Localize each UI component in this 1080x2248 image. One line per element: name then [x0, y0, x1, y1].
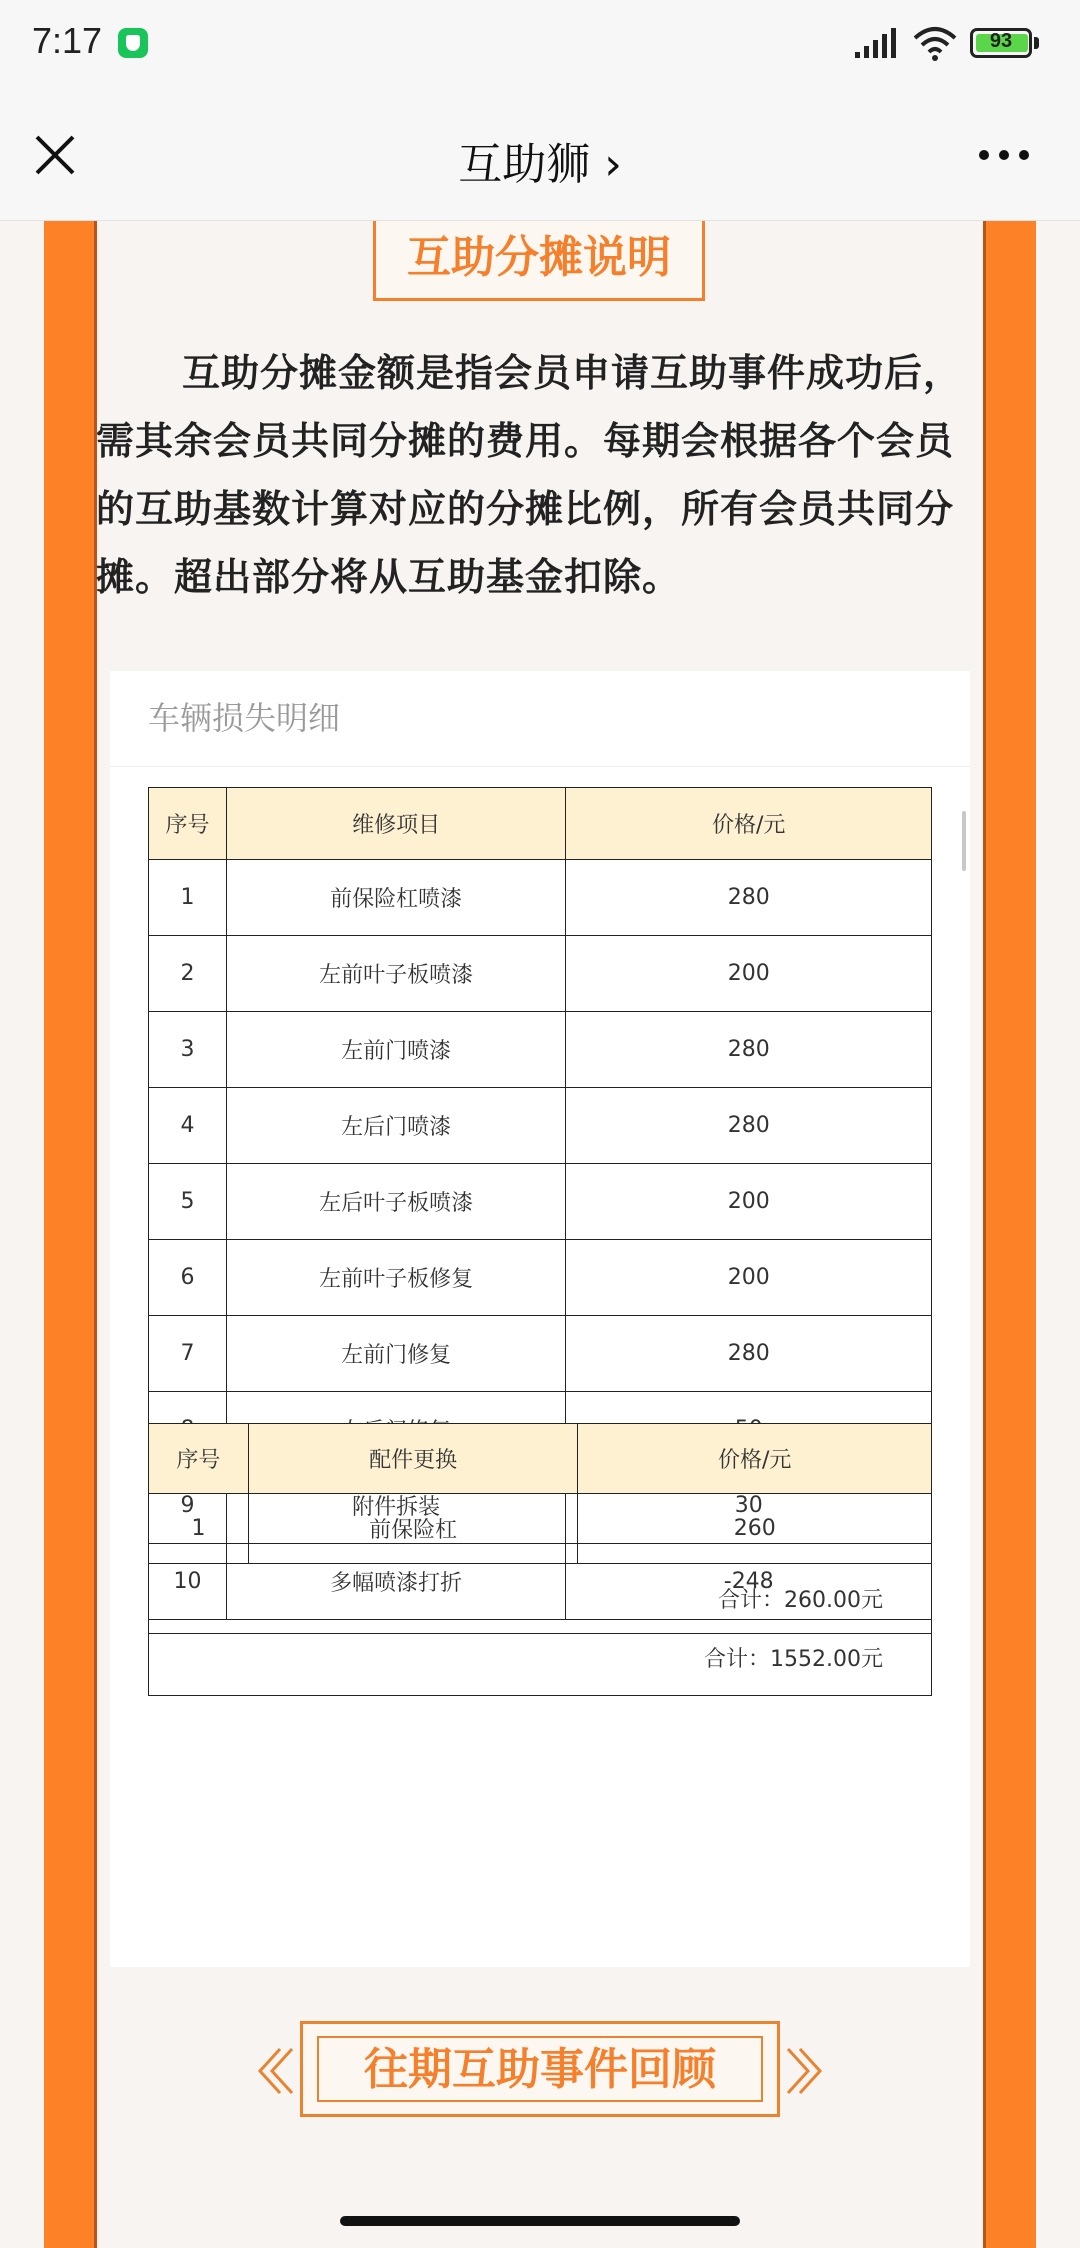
table-cell: 280 — [566, 860, 932, 936]
table-cell: 附件拆装 — [226, 1468, 566, 1544]
past-events-title[interactable] — [300, 2021, 780, 2117]
table-row — [149, 1494, 932, 1564]
table-cell: 2 — [149, 936, 227, 1012]
table-row — [149, 1012, 932, 1088]
right-border-stripe — [986, 221, 1036, 2248]
gesture-bar[interactable] — [340, 2216, 740, 2226]
parts-replacement-table — [148, 1423, 932, 1634]
past-events-title-label: 往期互助事件回顾 — [317, 2036, 763, 2102]
table-cell: 200 — [566, 936, 932, 1012]
table-cell: 左前叶子板修复 — [226, 1240, 566, 1316]
table-header-cell: 价格/元 — [578, 1424, 932, 1494]
table-cell: 10 — [149, 1544, 227, 1620]
section-title: 互助分摊说明 — [373, 221, 705, 301]
table-cell: 前保险杠 — [248, 1494, 578, 1564]
table-header-cell: 序号 — [149, 788, 227, 860]
table-cell: 1 — [149, 1494, 249, 1564]
table-total: 合计：1552.00元 — [149, 1620, 932, 1696]
table-cell: 前保险杠喷漆 — [226, 860, 566, 936]
signal-icon — [855, 26, 901, 62]
table-header-cell: 维修项目 — [226, 788, 566, 860]
table-row — [149, 1316, 932, 1392]
table-cell: 30 — [566, 1468, 932, 1544]
table-cell: 5 — [149, 1164, 227, 1240]
battery-cap — [1034, 37, 1039, 49]
table-total: 合计：260.00元 — [149, 1564, 932, 1634]
table-header-row — [149, 1424, 932, 1494]
table-cell: 1 — [149, 860, 227, 936]
table-cell: 200 — [566, 1240, 932, 1316]
table-cell: 左后叶子板喷漆 — [226, 1164, 566, 1240]
decorative-chevron-left-icon — [250, 2041, 300, 2101]
table-header-cell: 序号 — [149, 1424, 249, 1494]
card-divider — [110, 766, 970, 767]
table-cell: 3 — [149, 1012, 227, 1088]
table-cell: 280 — [566, 1316, 932, 1392]
battery-icon — [970, 28, 1032, 58]
table-cell: 左前门喷漆 — [226, 1012, 566, 1088]
decorative-chevron-right-icon — [780, 2041, 830, 2101]
table-cell: 280 — [566, 1088, 932, 1164]
table-header-row — [149, 788, 932, 860]
table-cell: 260 — [578, 1494, 932, 1564]
page-title[interactable]: 互助狮 › — [458, 139, 622, 190]
status-time: 7:17 — [32, 20, 103, 61]
scrollbar[interactable] — [962, 811, 966, 871]
left-border-stripe — [44, 221, 94, 2248]
loss-detail-card — [110, 671, 970, 1967]
table-row — [149, 1240, 932, 1316]
security-shield-icon — [118, 28, 148, 58]
battery-percent: 93 — [989, 30, 1013, 52]
table-cell: 200 — [566, 1164, 932, 1240]
table-cell: 左前门修复 — [226, 1316, 566, 1392]
table-cell: 左前叶子板喷漆 — [226, 936, 566, 1012]
card-title: 车辆损失明细 — [148, 699, 341, 737]
nav-bar — [0, 90, 1080, 221]
table-cell: 280 — [566, 1012, 932, 1088]
table-row — [149, 1164, 932, 1240]
table-row — [149, 1088, 932, 1164]
section-description: 互助分摊金额是指会员申请互助事件成功后，需其余会员共同分摊的费用。每期会根据各个会员的互助基数计算对应的分摊比例，所有会员共同分摊。超出部分将从互助基金扣除。 — [96, 351, 963, 599]
table-cell: 左后门喷漆 — [226, 1088, 566, 1164]
right-border-edge — [983, 221, 986, 2248]
table-total-row — [149, 1564, 932, 1634]
table-header-cell: 价格/元 — [566, 788, 932, 860]
table-cell: 4 — [149, 1088, 227, 1164]
table-row — [149, 936, 932, 1012]
table-cell: 多幅喷漆打折 — [226, 1544, 566, 1620]
more-options-icon[interactable] — [976, 142, 1032, 168]
table-cell: 6 — [149, 1240, 227, 1316]
table-cell: 9 — [149, 1468, 227, 1544]
status-bar — [0, 0, 1080, 90]
wifi-icon — [912, 24, 958, 64]
table-row — [149, 860, 932, 936]
table-header-cell: 配件更换 — [248, 1424, 578, 1494]
table-cell: 7 — [149, 1316, 227, 1392]
table-cell: -248 — [566, 1544, 932, 1620]
web-content[interactable] — [0, 221, 1080, 2248]
